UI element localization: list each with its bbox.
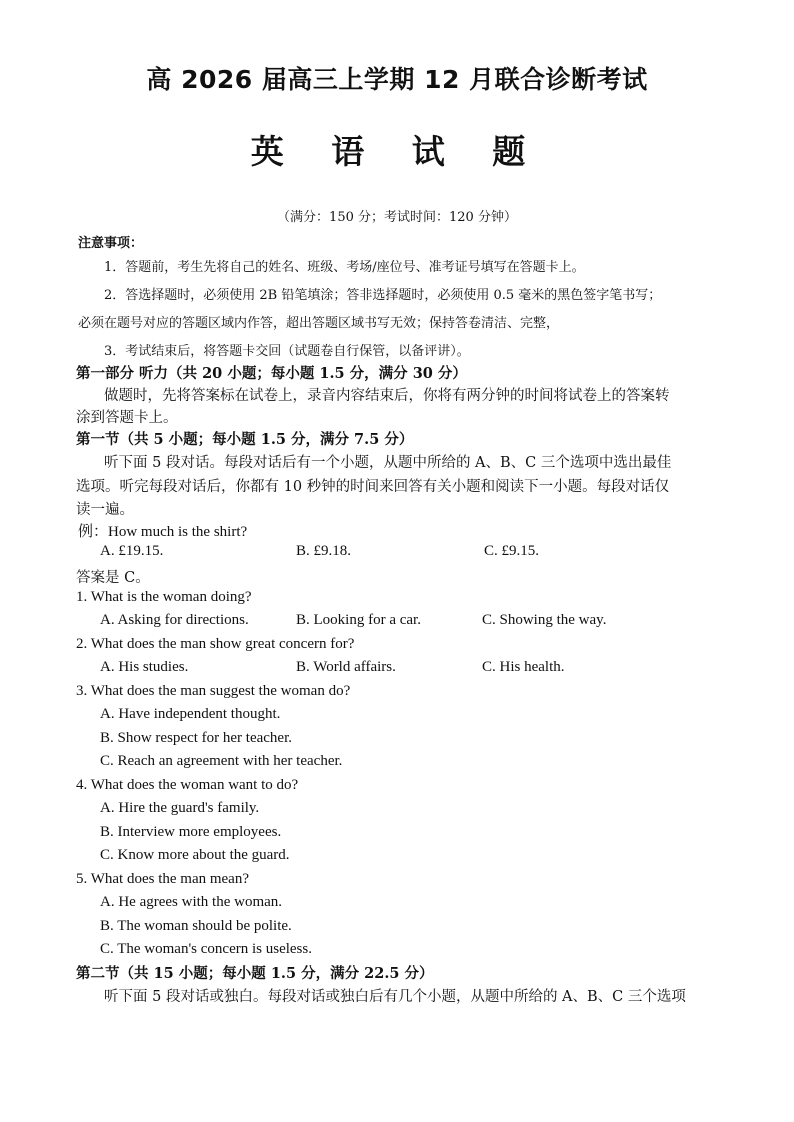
question-4-stem: 4. What does the woman want to do? [76, 777, 299, 793]
notes-item-3: 3．考试结束后，将答题卡交回（试题卷自行保管，以备评讲）。 [104, 344, 470, 359]
question-5-option-a: A. He agrees with the woman. [100, 894, 283, 910]
section1-instruction-line-1: 听下面 5 段对话。每段对话后有一个小题，从题中所给的 A、B、C 三个选项中选出最佳 [104, 455, 672, 471]
question-3-option-a: A. Have independent thought. [100, 706, 281, 722]
question-1-option-c: C. Showing the way. [482, 612, 607, 628]
scoring-info: （满分：150 分；考试时间：120 分钟） [277, 210, 517, 225]
question-1-option-b: B. Looking for a car. [296, 612, 421, 628]
exam-title: 高 2026 届高三上学期 12 月联合诊断考试 [146, 65, 648, 94]
question-2-option-a: A. His studies. [100, 659, 189, 675]
question-3-stem: 3. What does the man suggest the woman do? [76, 683, 351, 699]
section1-instruction-line-3: 读一遍。 [76, 502, 134, 518]
example-answer: 答案是 C。 [76, 570, 150, 586]
question-5-option-c: C. The woman's concern is useless. [100, 941, 312, 957]
question-1-stem: 1. What is the woman doing? [76, 589, 252, 605]
section1-heading: 第一节（共 5 小题；每小题 1.5 分，满分 7.5 分） [76, 431, 414, 448]
question-3-option-b: B. Show respect for her teacher. [100, 730, 293, 746]
notes-heading: 注意事项： [78, 236, 144, 251]
part1-heading: 第一部分 听力（共 20 小题；每小题 1.5 分，满分 30 分） [76, 365, 467, 382]
question-5-option-b: B. The woman should be polite. [100, 918, 292, 934]
section2-instruction-line-1: 听下面 5 段对话或独白。每段对话或独白后有几个小题，从题中所给的 A、B、C 三个选项 [104, 989, 686, 1005]
notes-item-2-line-2: 必须在题号对应的答题区域内作答，超出答题区域书写无效；保持答卷清洁、完整， [78, 316, 560, 331]
example-question: 例：How much is the shirt? [78, 524, 248, 540]
question-5-stem: 5. What does the man mean? [76, 871, 249, 887]
question-4-option-b: B. Interview more employees. [100, 824, 282, 840]
question-2-stem: 2. What does the man show great concern for? [76, 636, 355, 652]
part1-instruction-line-1: 做题时，先将答案标在试卷上，录音内容结束后，你将有两分钟的时间将试卷上的答案转 [104, 388, 670, 404]
example-option-c: C. £9.15. [484, 543, 540, 559]
question-4-option-c: C. Know more about the guard. [100, 847, 290, 863]
example-option-b: B. £9.18. [296, 543, 352, 559]
question-2-option-b: B. World affairs. [296, 659, 396, 675]
question-4-option-a: A. Hire the guard's family. [100, 800, 260, 816]
section1-instruction-line-2: 选项。听完每段对话后，你都有 10 秒钟的时间来回答有关小题和阅读下一小题。每段对话仅 [76, 479, 670, 495]
question-2-option-c: C. His health. [482, 659, 565, 675]
section2-heading: 第二节（共 15 小题；每小题 1.5 分，满分 22.5 分） [76, 965, 434, 982]
notes-item-1: 1．答题前，考生先将自己的姓名、班级、考场/座位号、准考证号填写在答题卡上。 [104, 260, 585, 275]
notes-item-2-line-1: 2．答选择题时，必须使用 2B 铅笔填涂；答非选择题时，必须使用 0.5 毫米的黑色签字笔书写； [104, 288, 662, 303]
example-option-a: A. £19.15. [100, 543, 164, 559]
part1-instruction-line-2: 涂到答题卡上。 [76, 410, 178, 426]
question-1-option-a: A. Asking for directions. [100, 612, 249, 628]
question-3-option-c: C. Reach an agreement with her teacher. [100, 753, 343, 769]
subject-title: 英 语 试 题 [250, 132, 544, 171]
